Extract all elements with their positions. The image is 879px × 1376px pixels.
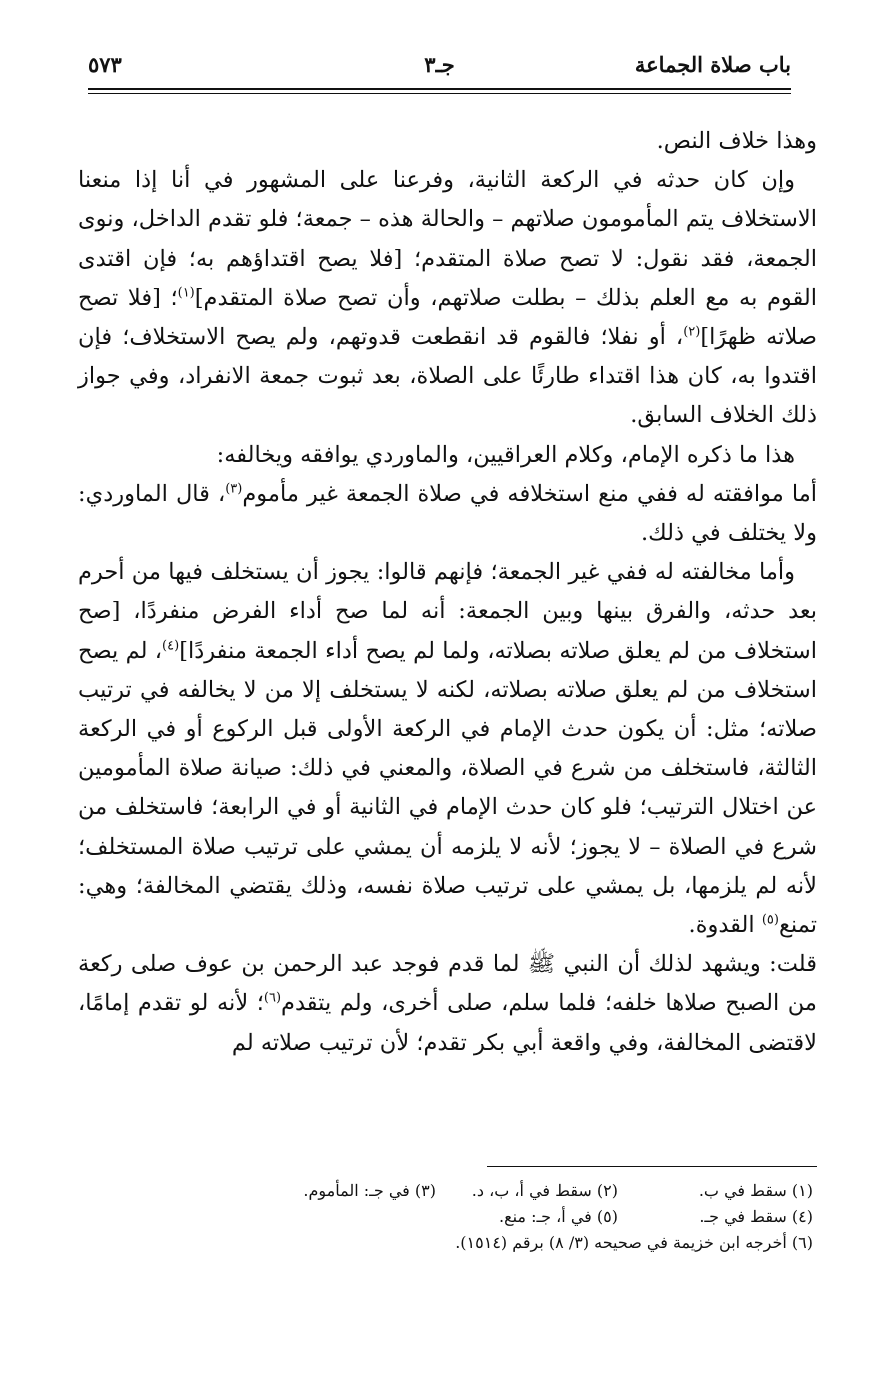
footnote: (٦) أخرجه ابن خزيمة في صحيحه (٣/ ٨) برقم (١٥١٤). <box>455 1233 813 1252</box>
footnote-separator <box>487 1166 817 1167</box>
footnote: (٢) سقط في أ، ب، د. <box>471 1181 618 1200</box>
paragraph <box>78 945 817 1063</box>
paragraph <box>78 161 817 435</box>
footnote-line <box>80 1178 813 1204</box>
text-segment: وأما مخالفته له ففي غير الجمعة؛ فإنهم قالوا: يجوز أن يستخلف فيها من أحرم بعد حدثه، والفرق بينها وبين الجمعة: أنه لما صح أداء الفرض منفردًا، [صح استخلاف من لم يعلق صلاته بصلاته، ولما لم يصح أداء الجمعة منفردًا] <box>78 559 817 664</box>
paragraph <box>78 475 817 553</box>
footnote-line <box>80 1204 813 1230</box>
text-segment: ؛ [فلا تصح صلاته ظهرًا] <box>78 284 817 351</box>
text-segment: هذا ما ذكره الإمام، وكلام العراقيين، والماوردي يوافقه ويخالفه: <box>216 441 795 468</box>
text-segment: ، أو نفلا؛ فالقوم قد انقطعت قدوتهم، ولم يصح الاستخلاف؛ فإن اقتدوا به، كان هذا اقتداء طارئًا على الصلاة، بعد ثبوت جمعة الانفراد، وفي جواز ذلك الخلاف السابق. <box>78 324 817 429</box>
text-segment: ، لم يصح استخلاف من لم يعلق صلاته بصلاته، لكنه لا يستخلف إلا من لا يخالفه في ترتيب صلاته؛ مثل: أن يكون حدث الإمام في الركعة الأولى قبل الركوع أو في الركعة الثالثة، فاستخلف من شرع في الصلاة، والمعني في ذلك: صيانة صلاة المأمومين عن اختلال الترتيب؛ فلو كان حدث الإمام في الثانية أو في الرابعة؛ فاستخلف من شرع في الصلاة – لا يجوز؛ لأنه لا يلزمه أن يمشي على ترتيب صلاة المستخلف؛ لأنه لم يلزمها، بل يمشي على ترتيب صلاة نفسه، وذلك يقتضي المخالفة؛ وهي: تمنع <box>78 637 817 939</box>
paragraph <box>78 436 817 475</box>
text-segment: وإن كان حدثه في الركعة الثانية، وفرعنا على المشهور في أنا إذا منعنا الاستخلاف يتم المأمومون صلاتهم – والحالة هذه – جمعة؛ فلو تقدم الداخل، ونوى الجمعة، فقد نقول: لا تصح صلاة المتقدم؛ [فلا يصح اقتداؤهم به؛ فإن اقتدى القوم به مع العلم بذلك – بطلت صلاتهم، وأن تصح صلاة المتقدم] <box>77 167 817 311</box>
footnote-reference: (٣) <box>225 481 243 497</box>
footnote-reference: (٦) <box>263 990 282 1006</box>
footnote: (٣) في جـ: المأموم. <box>303 1181 436 1200</box>
running-header <box>88 52 791 86</box>
footnotes <box>80 1178 813 1256</box>
text-segment: القدوة. <box>688 912 762 939</box>
footnote-reference: (٢) <box>683 324 701 340</box>
text-segment: قلت: ويشهد لذلك أن النبي ﷺ لما قدم فوجد عبد الرحمن بن عوف صلى ركعة من الصبح صلاها خلفه؛ فلما سلم، صلى أخرى، ولم يتقدم <box>78 951 817 1017</box>
text-segment: ؛ لأنه لو تقدم إمامًا، لاقتضى المخالفة، وفي واقعة أبي بكر تقدم؛ لأن ترتيب صلاته لم <box>78 990 817 1056</box>
paragraph <box>78 122 817 161</box>
text-segment: ، قال الماوردي: ولا يختلف في ذلك. <box>78 480 817 547</box>
text-segment: أما موافقته له ففي منع استخلافه في صلاة الجمعة غير مأموم <box>242 480 817 507</box>
chapter-title: باب صلاة الجماعة <box>634 52 791 77</box>
footnote-reference: (١) <box>177 285 195 301</box>
body-text <box>78 122 817 1063</box>
paragraph <box>78 553 817 945</box>
page-number: ٥٧٣ <box>88 52 122 77</box>
footnote-line <box>80 1230 813 1256</box>
footnote: (٤) سقط في جـ. <box>699 1207 813 1226</box>
footnote: (٥) في أ، جـ: منع. <box>499 1207 618 1226</box>
footnote-reference: (٥) <box>761 912 779 928</box>
header-rule-thin <box>88 93 791 94</box>
header-rule-thick <box>88 88 791 90</box>
text-segment: وهذا خلاف النص. <box>656 128 817 154</box>
footnote-reference: (٤) <box>162 638 180 654</box>
volume-number: جـ٣ <box>424 52 455 77</box>
footnote: (١) سقط في ب. <box>698 1181 813 1200</box>
